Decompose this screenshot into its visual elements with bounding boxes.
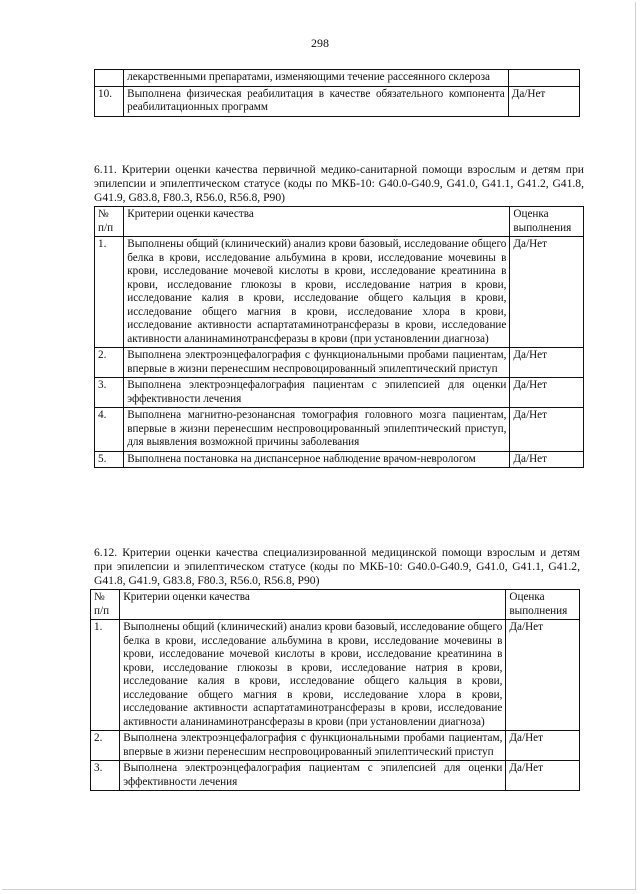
row-result: Да/Нет — [510, 408, 584, 452]
table-row — [91, 620, 580, 731]
table-header-row — [95, 207, 584, 237]
row-result: Да/Нет — [506, 731, 580, 761]
row-result: Да/Нет — [506, 620, 580, 731]
row-number: 10. — [95, 86, 124, 116]
row-criterion: Выполнена электроэнцефалография пациентам с эпилепсией для оценки эффективности лечения — [120, 761, 506, 791]
table-row — [91, 761, 580, 791]
row-number: 1. — [95, 237, 124, 348]
row-criterion: Выполнена электроэнцефалография пациентам с эпилепсией для оценки эффективности лечения — [124, 378, 510, 408]
row-result — [508, 70, 579, 87]
row-number: 5. — [95, 451, 124, 468]
row-number: 1. — [91, 620, 120, 731]
row-result: Да/Нет — [510, 237, 584, 348]
row-number: 2. — [91, 731, 120, 761]
header-criteria: Критерии оценки качества — [124, 207, 510, 237]
header-number: № п/п — [95, 207, 124, 237]
row-criterion: Выполнена электроэнцефалография с функциональными пробами пациентам, впервые в жизни перенесшим неспровоцированный эпилептический приступ — [124, 348, 510, 378]
section-title-6-12: 6.12. Критерии оценки качества специализированной медицинской помощи взрослым и детям при эпилепсии и эпилептическом статусе (коды по МКБ-10: G40.0-G40.9, G41.0, G41.1, G41.2, G41.8, G41.9, G83.8, F80.3, R56.0, R56.8, P90) — [94, 546, 580, 587]
page-number: 298 — [311, 36, 329, 50]
row-result: Да/Нет — [508, 86, 579, 116]
table-row — [95, 70, 580, 87]
row-criterion: Выполнена физическая реабилитация в качестве обязательного компонента реабилитационных программ — [124, 86, 509, 116]
row-number: 4. — [95, 408, 124, 452]
row-result: Да/Нет — [510, 451, 584, 468]
table-row — [95, 451, 584, 468]
table-row — [95, 86, 580, 116]
row-criterion: Выполнены общий (клинический) анализ крови базовый, исследование общего белка в крови, исследование альбумина в крови, исследование мочевины в крови, исследование мочевой кислоты в крови, исследование креатинина в крови, исследование глюкозы в крови, исследование натрия в крови, исследование калия в крови, исследование общего кальция в крови, исследование общего магния в крови, исследование хлора в крови, исследование активности аспартатаминотрансферазы в крови, исследование активности аланинаминотрансферазы в крови (при установлении диагноза) — [120, 620, 506, 731]
row-result: Да/Нет — [510, 348, 584, 378]
row-result: Да/Нет — [510, 378, 584, 408]
header-result: Оценка выполнения — [510, 207, 584, 237]
row-number: 3. — [95, 378, 124, 408]
criteria-table-continued — [94, 69, 580, 117]
row-number — [95, 70, 124, 87]
row-criterion: лекарственными препаратами, изменяющими течение рассеянного склероза — [124, 70, 509, 87]
table-row — [95, 378, 584, 408]
row-number: 2. — [95, 348, 124, 378]
table-row — [95, 408, 584, 452]
header-number: № п/п — [91, 590, 120, 620]
table-row — [91, 731, 580, 761]
table-row — [95, 237, 584, 348]
criteria-table-6-11 — [94, 206, 584, 468]
row-criterion: Выполнена магнитно-резонансная томография головного мозга пациентам, впервые в жизни перенесшим неспровоцированный эпилептический приступ, для выявления возможной причины заболевания — [124, 408, 510, 452]
table-header-row — [91, 590, 580, 620]
row-result: Да/Нет — [506, 761, 580, 791]
row-criterion: Выполнена постановка на диспансерное наблюдение врачом-неврологом — [124, 451, 510, 468]
criteria-table-6-12 — [90, 589, 580, 791]
row-number: 3. — [91, 761, 120, 791]
table-row — [95, 348, 584, 378]
row-criterion: Выполнена электроэнцефалография с функциональными пробами пациентам, впервые в жизни перенесшим неспровоцированный эпилептический приступ — [120, 731, 506, 761]
section-title-6-11: 6.11. Критерии оценки качества первичной медико-санитарной помощи взрослым и детям при эпилепсии и эпилептическом статусе (коды по МКБ-10: G40.0-G40.9, G41.0, G41.1, G41.2, G41.8, G41.9, G83.8, F80.3, R56.0, R56.8, P90) — [94, 163, 584, 204]
header-result: Оценка выполнения — [506, 590, 580, 620]
row-criterion: Выполнены общий (клинический) анализ крови базовый, исследование общего белка в крови, исследование альбумина в крови, исследование мочевины в крови, исследование мочевой кислоты в крови, исследование креатинина в крови, исследование глюкозы в крови, исследование натрия в крови, исследование калия в крови, исследование общего кальция в крови, исследование общего магния в крови, исследование хлора в крови, исследование активности аспартатаминотрансферазы в крови, исследование активности аланинаминотрансферазы в крови (при установлении диагноза) — [124, 237, 510, 348]
header-criteria: Критерии оценки качества — [120, 590, 506, 620]
